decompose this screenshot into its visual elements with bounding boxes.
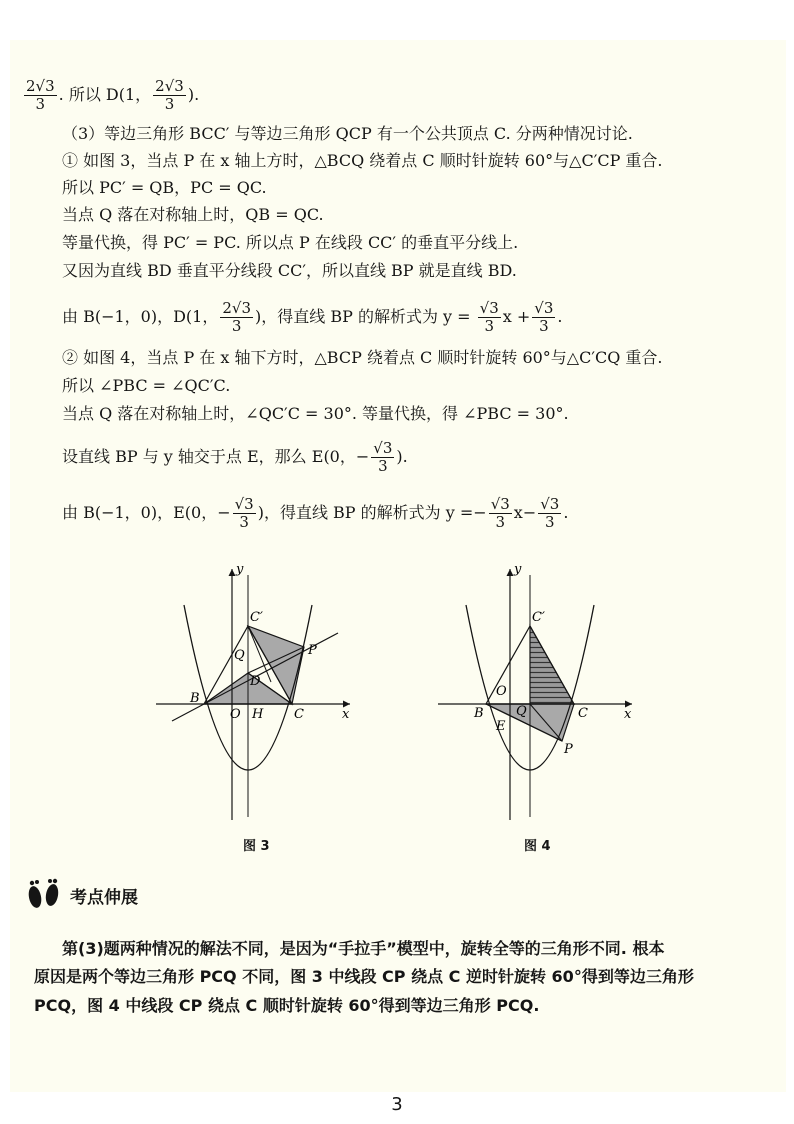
figure-4-caption: 图 4 <box>524 839 551 854</box>
label-b: B <box>474 706 484 721</box>
figure-3 <box>150 555 370 830</box>
label-x: x <box>624 707 632 722</box>
text-line-6: 又因为直线 BD 垂直平分线段 CC′，所以直线 BP 就是直线 BD. <box>62 261 517 280</box>
label-d: D <box>250 674 261 689</box>
label-x: x <box>342 707 350 722</box>
text-line-1: （3）等边三角形 BCC′ 与等边三角形 QCP 有一个公共顶点 C. 分两种情况讨论. <box>62 124 633 143</box>
label-b: B <box>190 691 200 706</box>
label-y: y <box>236 562 244 577</box>
text-line-4: 当点 Q 落在对称轴上时，QB = QC. <box>62 205 324 224</box>
text-line-7: 由 B(−1，0)，D(1， $\frac{2√3}{3}$ )，得直线 BP 的解析式为 y = $\frac{√3}{3}$ x + $\frac{√3}{3}$ . <box>62 299 563 335</box>
text-line-2: ① 如图 3，当点 P 在 x 轴上方时，△BCQ 绕着点 C 顺时针旋转 60°与△C′CP 重合. <box>62 151 663 170</box>
text-line-12: 由 B(−1，0)，E(0，− $\frac{√3}{3}$ )，得直线 BP 的解析式为 y =− $\frac{√3}{3}$ x− $\frac{√3}{3}$ . <box>62 495 569 531</box>
label-y: y <box>514 562 522 577</box>
label-e: E <box>496 719 506 734</box>
section-heading <box>24 878 138 912</box>
text-line-5: 等量代换，得 PC′ = PC. 所以点 P 在线段 CC′ 的垂直平分线上. <box>62 233 519 252</box>
page-number: 3 <box>391 1094 403 1115</box>
figure-3-caption: 图 3 <box>243 839 270 854</box>
extension-line-1: 第(3)题两种情况的解法不同，是因为“手拉手”模型中，旋转全等的三角形不同. 根本 <box>62 939 665 958</box>
fraction: $\frac{2√3}{3}$ <box>26 77 55 113</box>
label-o: O <box>230 707 241 722</box>
extension-line-2: 原因是两个等边三角形 PCQ 不同，图 3 中线段 CP 绕点 C 逆时针旋转 60°得到等边三角形 <box>34 967 694 986</box>
text-line-3: 所以 PC′ = QB，PC = QC. <box>62 178 267 197</box>
figure-4 <box>432 555 652 830</box>
label-o: O <box>496 684 507 699</box>
label-c-prime: C′ <box>532 610 545 625</box>
text-line-9: 所以 ∠PBC = ∠QC′C. <box>62 376 231 395</box>
footprints-icon <box>24 878 64 912</box>
label-h: H <box>252 707 264 722</box>
label-c: C <box>294 707 304 722</box>
label-p: P <box>308 643 317 658</box>
text-line-11: 设直线 BP 与 y 轴交于点 E，那么 E(0，− $\frac{√3}{3}$ ). <box>62 439 408 475</box>
label-q: Q <box>516 704 527 719</box>
label-c-prime: C′ <box>250 610 263 625</box>
label-p: P <box>564 742 573 757</box>
section-title: 考点伸展 <box>70 887 138 908</box>
label-q: Q <box>234 648 245 663</box>
text-line-0: $\frac{2√3}{3}$ . 所以 D(1， $\frac{2√3}{3}$ ). <box>26 77 200 113</box>
extension-line-3: PCQ，图 4 中线段 CP 绕点 C 顺时针旋转 60°得到等边三角形 PCQ. <box>34 996 540 1015</box>
text-line-8: ② 如图 4，当点 P 在 x 轴下方时，△BCP 绕着点 C 顺时针旋转 60°与△C′CQ 重合. <box>62 348 663 367</box>
label-c: C <box>578 706 588 721</box>
text-line-10: 当点 Q 落在对称轴上时，∠QC′C = 30°. 等量代换，得 ∠PBC = 30°. <box>62 404 569 423</box>
